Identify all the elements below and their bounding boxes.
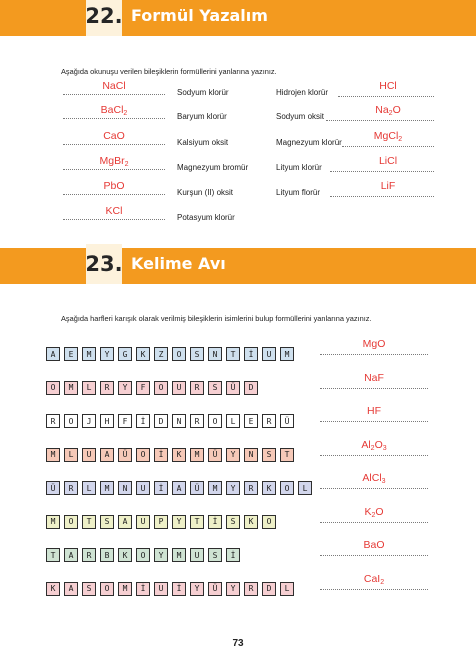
letter-tile: Y	[172, 515, 186, 529]
right-answer[interactable]: LiF	[380, 180, 396, 192]
letter-tile: T	[226, 347, 240, 361]
letter-tile: F	[136, 381, 150, 395]
letter-tile: U	[136, 515, 150, 529]
letter-tile: O	[262, 515, 276, 529]
letter-tile: K	[244, 515, 258, 529]
answer-dotted-line	[320, 522, 428, 523]
answer-formula[interactable]: $Al_2O_3$	[361, 438, 387, 452]
section-22-number: 22.	[86, 0, 122, 36]
page-number: 73	[232, 638, 244, 649]
compound-name: Sodyum klorür	[177, 88, 229, 97]
answer-dotted-line	[63, 118, 165, 119]
letter-tile: O	[154, 381, 168, 395]
letter-tile: K	[136, 347, 150, 361]
letter-tile: T	[190, 515, 204, 529]
compound-name: Lityum florür	[276, 188, 321, 197]
letter-tile: B	[100, 548, 114, 562]
letter-tile: R	[190, 381, 204, 395]
letter-row	[46, 515, 276, 529]
letter-tile: A	[46, 347, 60, 361]
letter-tile: İ	[226, 548, 240, 562]
letter-tile: M	[64, 381, 78, 395]
letter-tile: O	[136, 548, 150, 562]
letter-tile: Y	[190, 582, 204, 596]
letter-tile: U	[190, 548, 204, 562]
letter-tile: M	[118, 582, 132, 596]
letter-tile: A	[172, 481, 186, 495]
letter-tile: R	[64, 481, 78, 495]
letter-tile: U	[154, 582, 168, 596]
answer-dotted-line	[320, 488, 428, 489]
answer-formula[interactable]: CaI$_2$	[363, 572, 385, 586]
letter-tile: R	[100, 381, 114, 395]
answer-dotted-line	[320, 455, 428, 456]
letter-tile: N	[172, 414, 186, 428]
letter-tile: M	[100, 481, 114, 495]
letter-tile: A	[64, 548, 78, 562]
letter-tile: Y	[100, 347, 114, 361]
answer-dotted-line	[320, 589, 428, 590]
compound-name: Sodyum oksit	[276, 112, 325, 121]
letter-tile: S	[100, 515, 114, 529]
answer-dotted-line	[320, 354, 428, 355]
letter-tile: O	[46, 381, 60, 395]
letter-tile: Ü	[226, 381, 240, 395]
answer-dotted-line	[63, 94, 165, 95]
answer-dotted-line	[330, 196, 434, 197]
compound-name: Magnezyum bromür	[177, 163, 249, 172]
letter-tile: K	[172, 448, 186, 462]
letter-row	[46, 381, 258, 395]
letter-tile: L	[82, 481, 96, 495]
letter-tile: D	[262, 582, 276, 596]
answer-formula[interactable]: HF	[367, 405, 381, 417]
letter-tile: U	[136, 481, 150, 495]
letter-tile: E	[244, 414, 258, 428]
letter-tile: M	[208, 481, 222, 495]
section-23-instruction: Aşağıda harfleri karışık olarak verilmiş bileşiklerin isimlerini bulup formüllerini yanlarına yazınız.	[61, 314, 372, 323]
letter-tile: İ	[172, 582, 186, 596]
letter-tile: S	[82, 582, 96, 596]
letter-tile: S	[208, 381, 222, 395]
letter-tile: İ	[208, 515, 222, 529]
section-22-instruction: Aşağıda okunuşu verilen bileşiklerin formüllerini yanlarına yazınız.	[61, 67, 277, 76]
letter-tile: U	[172, 381, 186, 395]
letter-tile: T	[82, 515, 96, 529]
letter-tile: O	[280, 481, 294, 495]
answer-dotted-line	[338, 96, 434, 97]
letter-row	[46, 582, 294, 596]
letter-tile: N	[208, 347, 222, 361]
letter-tile: Z	[154, 347, 168, 361]
compound-name: Magnezyum klorür	[276, 138, 342, 147]
left-answer[interactable]: CaO	[103, 130, 125, 142]
letter-tile: D	[244, 381, 258, 395]
left-answer[interactable]: NaCl	[102, 80, 126, 92]
letter-tile: O	[136, 448, 150, 462]
letter-tile: O	[172, 347, 186, 361]
letter-tile: J	[82, 414, 96, 428]
letter-tile: İ	[154, 448, 168, 462]
left-answer[interactable]: PbO	[103, 180, 125, 192]
letter-tile: L	[82, 381, 96, 395]
left-answer[interactable]: KCl	[105, 205, 123, 217]
letter-tile: M	[46, 448, 60, 462]
letter-row	[46, 448, 294, 462]
section-23-banner	[0, 248, 476, 284]
answer-dotted-line	[63, 169, 165, 170]
answer-formula[interactable]: MgO	[362, 338, 386, 350]
letter-tile: Y	[154, 548, 168, 562]
answer-formula[interactable]: AlCl$_3$	[362, 472, 386, 485]
answer-formula[interactable]: $K_2O$	[364, 505, 384, 519]
letter-tile: M	[82, 347, 96, 361]
letter-tile: Ü	[190, 481, 204, 495]
letter-tile: İ	[136, 414, 150, 428]
letter-tile: S	[208, 548, 222, 562]
letter-tile: N	[118, 481, 132, 495]
letter-tile: M	[46, 515, 60, 529]
letter-tile: Y	[226, 481, 240, 495]
letter-tile: Ü	[208, 448, 222, 462]
letter-tile: R	[244, 481, 258, 495]
letter-tile: N	[244, 448, 258, 462]
answer-formula[interactable]: NaF	[364, 371, 384, 384]
answer-dotted-line	[330, 171, 434, 172]
letter-tile: U	[262, 347, 276, 361]
letter-tile: R	[244, 582, 258, 596]
answer-dotted-line	[63, 219, 165, 220]
letter-row	[46, 481, 312, 495]
answer-dotted-line	[63, 194, 165, 195]
left-answer[interactable]: MgBr$_2$	[99, 155, 129, 168]
letter-tile: A	[64, 582, 78, 596]
left-answer[interactable]: BaCl$_2$	[100, 104, 128, 117]
letter-tile: R	[82, 548, 96, 562]
letter-tile: G	[118, 347, 132, 361]
answer-dotted-line	[63, 144, 165, 145]
right-answer[interactable]: $Na_2O$	[375, 104, 401, 117]
letter-tile: H	[100, 414, 114, 428]
letter-tile: M	[172, 548, 186, 562]
letter-row	[46, 414, 294, 428]
right-answer[interactable]: HCl	[379, 80, 397, 92]
letter-tile: S	[262, 448, 276, 462]
section-22-title: Formül Yazalım	[131, 6, 268, 25]
section-22-banner	[0, 0, 476, 36]
letter-tile: İ	[154, 481, 168, 495]
compound-name: Lityum klorür	[276, 163, 322, 172]
letter-tile: Ü	[118, 448, 132, 462]
letter-tile: M	[190, 448, 204, 462]
section-23-title: Kelime Avı	[131, 254, 226, 273]
answer-dotted-line	[320, 388, 428, 389]
letter-tile: U	[82, 448, 96, 462]
answer-dotted-line	[320, 555, 428, 556]
section-23-number: 23.	[86, 244, 122, 284]
answer-formula[interactable]: BaO	[363, 539, 385, 551]
letter-tile: S	[226, 515, 240, 529]
letter-tile: İ	[244, 347, 258, 361]
letter-tile: T	[280, 448, 294, 462]
letter-tile: R	[262, 414, 276, 428]
letter-tile: F	[118, 414, 132, 428]
letter-tile: L	[64, 448, 78, 462]
letter-tile: T	[46, 548, 60, 562]
letter-tile: K	[262, 481, 276, 495]
letter-tile: O	[64, 515, 78, 529]
answer-dotted-line	[326, 120, 434, 121]
letter-tile: Ü	[208, 582, 222, 596]
letter-row	[46, 548, 240, 562]
right-answer[interactable]: MgCl$_2$	[373, 130, 403, 143]
letter-tile: Y	[226, 448, 240, 462]
letter-tile: Y	[226, 582, 240, 596]
letter-tile: Ü	[280, 414, 294, 428]
letter-tile: O	[208, 414, 222, 428]
answer-dotted-line	[320, 421, 428, 422]
letter-tile: S	[190, 347, 204, 361]
letter-tile: Y	[118, 381, 132, 395]
letter-row	[46, 347, 294, 361]
letter-tile: A	[100, 448, 114, 462]
compound-name: Hidrojen klorür	[276, 88, 329, 97]
compound-name: Potasyum klorür	[177, 213, 235, 222]
letter-tile: K	[46, 582, 60, 596]
compound-name: Baryum klorür	[177, 112, 227, 121]
letter-tile: O	[100, 582, 114, 596]
letter-tile: R	[190, 414, 204, 428]
letter-tile: E	[64, 347, 78, 361]
letter-tile: L	[226, 414, 240, 428]
letter-tile: Ü	[46, 481, 60, 495]
letter-tile: O	[64, 414, 78, 428]
letter-tile: M	[280, 347, 294, 361]
compound-name: Kurşun (II) oksit	[177, 188, 234, 197]
answer-dotted-line	[342, 146, 434, 147]
letter-tile: K	[118, 548, 132, 562]
letter-tile: L	[298, 481, 312, 495]
compound-name: Kalsiyum oksit	[177, 138, 229, 147]
letter-tile: A	[118, 515, 132, 529]
letter-tile: İ	[136, 582, 150, 596]
right-answer[interactable]: LiCl	[378, 155, 398, 167]
letter-tile: D	[154, 414, 168, 428]
letter-tile: P	[154, 515, 168, 529]
letter-tile: L	[280, 582, 294, 596]
letter-tile: R	[46, 414, 60, 428]
